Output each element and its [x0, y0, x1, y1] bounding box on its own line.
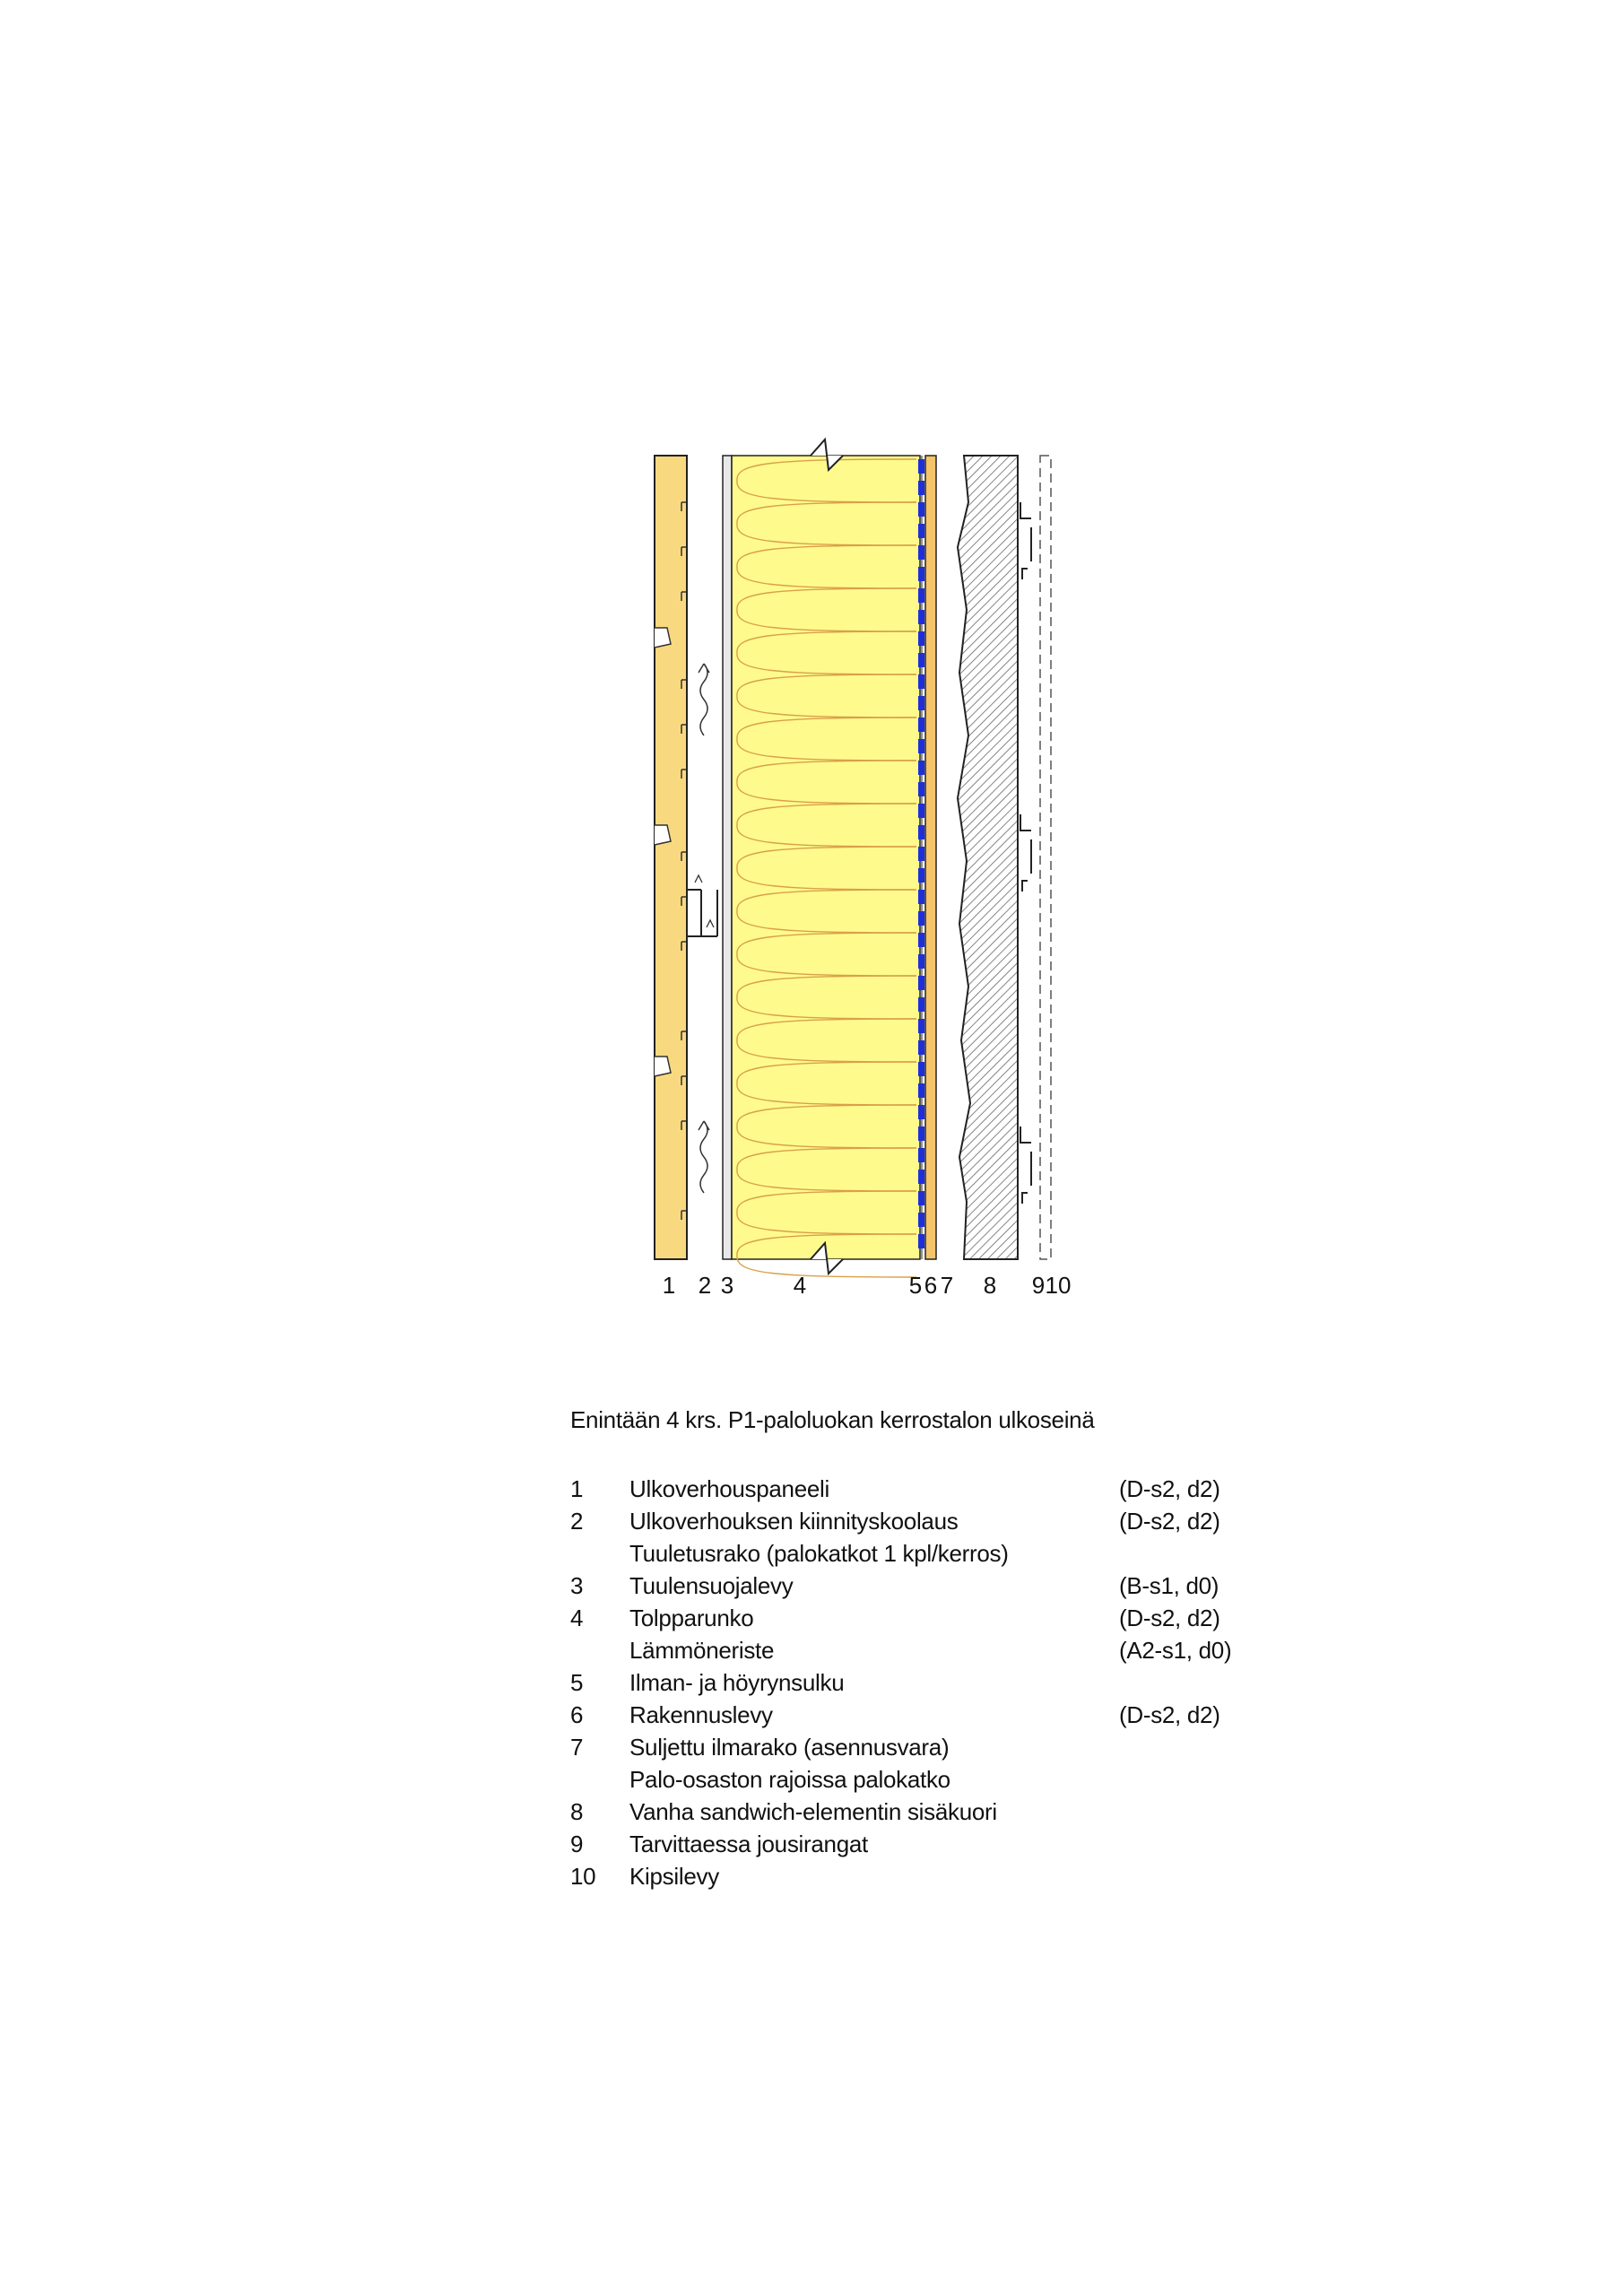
vapour-barrier-segment — [918, 718, 924, 732]
legend-row — [570, 1637, 1252, 1669]
legend-class: (D-s2, d2) — [1119, 1508, 1220, 1535]
legend-text: Tuuletusrako (palokatkot 1 kpl/kerros) — [629, 1540, 1009, 1567]
layer-number-8: 8 — [983, 1272, 997, 1299]
legend-row — [570, 1831, 1252, 1863]
legend-class: (B-s1, d0) — [1119, 1572, 1219, 1599]
vapour-barrier-segment — [918, 825, 924, 839]
legend-row — [570, 1669, 1252, 1701]
legend-text: Lämmöneriste — [629, 1637, 775, 1664]
legend-text: Tolpparunko — [629, 1605, 754, 1631]
wind-barrier-board — [723, 456, 732, 1259]
legend-num: 3 — [570, 1572, 584, 1599]
layer-number-6: 6 — [924, 1272, 938, 1299]
vapour-barrier-segment — [918, 1083, 924, 1098]
vapour-barrier-segment — [918, 1062, 924, 1076]
legend-num: 7 — [570, 1734, 584, 1761]
layer-number-4: 4 — [793, 1272, 807, 1299]
layer-number-3: 3 — [720, 1272, 734, 1299]
legend-row — [570, 1475, 1252, 1508]
vapour-barrier-segment — [918, 1126, 924, 1141]
layer-number-2: 2 — [698, 1272, 712, 1299]
legend-row — [570, 1766, 1252, 1798]
legend-text: Ulkoverhouspaneeli — [629, 1475, 829, 1502]
vapour-barrier-segment — [918, 1105, 924, 1119]
vapour-barrier-segment — [918, 545, 924, 560]
layer-number-5: 5 — [908, 1272, 923, 1299]
cladding-panel — [655, 456, 687, 1259]
legend-text: Suljettu ilmarako (asennusvara) — [629, 1734, 950, 1761]
vapour-barrier-segment — [918, 911, 924, 926]
legend-rows — [570, 1475, 1252, 1895]
layer-number-7: 7 — [940, 1272, 954, 1299]
concrete-inner-shell — [958, 456, 1018, 1259]
cladding-panel-seam — [655, 825, 671, 845]
legend-text: Tuulensuojalevy — [629, 1572, 794, 1599]
vapour-barrier-segment — [918, 502, 924, 517]
legend-title: Enintään 4 krs. P1-paloluokan kerrostalon ulkoseinä — [570, 1406, 1095, 1433]
legend-num: 9 — [570, 1831, 584, 1857]
legend-text: Vanha sandwich-elementin sisäkuori — [629, 1798, 997, 1825]
vapour-barrier-segment — [918, 1148, 924, 1162]
legend-num: 10 — [570, 1863, 596, 1890]
vapour-barrier-segment — [918, 696, 924, 710]
fire-stop-mark — [695, 875, 714, 927]
gypsum-board — [1040, 456, 1051, 1259]
vapour-barrier-segment — [918, 1040, 924, 1055]
vapour-barrier-segment — [918, 933, 924, 947]
legend — [570, 1406, 1252, 1895]
ventilation-gap — [687, 456, 717, 1259]
legend-row — [570, 1605, 1252, 1637]
batten-bracket — [687, 890, 717, 936]
airflow-arrow-upper — [699, 664, 709, 735]
legend-row — [570, 1734, 1252, 1766]
legend-text: Ilman- ja höyrynsulku — [629, 1669, 845, 1696]
legend-row — [570, 1701, 1252, 1734]
legend-num: 5 — [570, 1669, 584, 1696]
vapour-barrier-segment — [918, 1234, 924, 1248]
vapour-barrier-segment — [918, 610, 924, 624]
vapour-barrier-segment — [918, 567, 924, 581]
vapour-barrier-segment — [918, 481, 924, 495]
airflow-arrow-lower — [699, 1121, 709, 1193]
vapour-barrier-segment — [918, 674, 924, 689]
layer-number-9: 9 — [1031, 1272, 1046, 1299]
layer-number-10: 10 — [1045, 1272, 1072, 1299]
legend-num: 8 — [570, 1798, 584, 1825]
vapour-barrier-segment — [918, 782, 924, 796]
legend-class: (D-s2, d2) — [1119, 1475, 1220, 1502]
resilient-channels — [1020, 502, 1031, 1204]
legend-class: (A2-s1, d0) — [1119, 1637, 1232, 1664]
legend-text: Kipsilevy — [629, 1863, 719, 1890]
vapour-barrier — [918, 456, 924, 1259]
vapour-barrier-segment — [918, 868, 924, 883]
vapour-barrier-segment — [918, 653, 924, 667]
vapour-barrier-segment — [918, 997, 924, 1012]
vapour-barrier-segment — [918, 739, 924, 753]
cladding-panel-seam — [655, 1057, 671, 1076]
insulation-layer — [732, 456, 920, 1277]
legend-num: 2 — [570, 1508, 584, 1535]
legend-row — [570, 1508, 1252, 1540]
vapour-barrier-segment — [918, 847, 924, 861]
legend-text: Rakennuslevy — [629, 1701, 773, 1728]
legend-row — [570, 1572, 1252, 1605]
vapour-barrier-segment — [918, 459, 924, 474]
cladding-panel-seam — [655, 628, 671, 648]
vapour-barrier-segment — [918, 1170, 924, 1184]
legend-row — [570, 1540, 1252, 1572]
legend-num: 1 — [570, 1475, 584, 1502]
vapour-barrier-segment — [918, 804, 924, 818]
vapour-barrier-segment — [918, 890, 924, 904]
legend-text: Tarvittaessa jousirangat — [629, 1831, 868, 1857]
vapour-barrier-segment — [918, 588, 924, 603]
vapour-barrier-segment — [918, 1019, 924, 1033]
vapour-barrier-segment — [918, 761, 924, 775]
legend-class: (D-s2, d2) — [1119, 1605, 1220, 1631]
layer-number-1: 1 — [662, 1272, 676, 1299]
legend-text: Palo-osaston rajoissa palokatko — [629, 1766, 950, 1793]
legend-class: (D-s2, d2) — [1119, 1701, 1220, 1728]
vapour-barrier-segment — [918, 954, 924, 969]
building-board — [925, 456, 936, 1259]
legend-num: 6 — [570, 1701, 584, 1728]
legend-row — [570, 1798, 1252, 1831]
vapour-barrier-segment — [918, 631, 924, 646]
layer-number-labels — [663, 1272, 1072, 1299]
vapour-barrier-segment — [918, 524, 924, 538]
vapour-barrier-segment — [918, 1213, 924, 1227]
vapour-barrier-segment — [918, 1191, 924, 1205]
vapour-barrier-segment — [918, 976, 924, 990]
legend-text: Ulkoverhouksen kiinnityskoolaus — [629, 1508, 959, 1535]
legend-row — [570, 1863, 1252, 1895]
legend-num: 4 — [570, 1605, 584, 1631]
